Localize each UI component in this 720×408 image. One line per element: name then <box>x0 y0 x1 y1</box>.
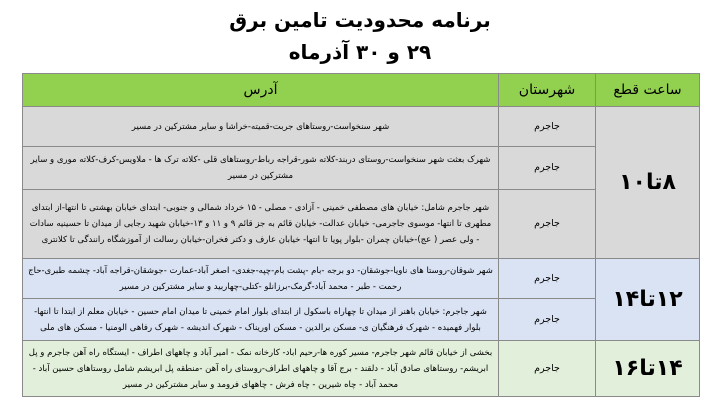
city-cell: جاجرم <box>499 341 596 397</box>
city-cell: جاجرم <box>499 190 596 259</box>
city-cell: جاجرم <box>499 107 596 147</box>
address-cell: شهر شوقان-روستا های ناویا-جوشقان- دو برجه -بام -پشت بام-چپه-جغدی- اصغر آباد-عمارت -جوشقان-قراجه آباد- چشمه طبری-حاج رحمت - طبر - محمد آباد-گرمک-برزانلو -کتلی-چهاربید و سایر مشترکین در مسیر <box>23 259 499 299</box>
outage-schedule-table <box>22 73 700 397</box>
header-time: ساعت قطع <box>596 74 700 107</box>
time-cell: ۱۲تا۱۴ <box>596 259 700 341</box>
city-cell: جاجرم <box>499 147 596 190</box>
address-cell: شهر جاجرم شامل: خیابان های مصطفی خمینی - آزادی - مصلی - ۱۵ خرداد شمالی و جنوبی- ابتدای خیابان بهشتی تا انتها-از ابتدای مطهری تا انتها- موسوی جاجرمی- خیابان عدالت- خیابان قائم به جز قائم ۹ و ۱۱ و ۱۳-خیابان شهید رجایی از میدان تا حسینیه سادات - ولی عصر ( عج)-خیابان چمران -بلوار پویا تا انتها- خیابان عارف و دکتر فخران-خیابان رسالت از آموزشگاه رانندگی تا کلانتری <box>23 190 499 259</box>
header-address: آدرس <box>23 74 499 107</box>
address-cell: شهرک بعثت شهر سنخواست-روستای دربند-کلاته شور-قراجه رباط-روستاهای قلی -کلاته ترک ها - ملاویس-کرف-کلاته موری و سایر مشترکین در مسیر <box>23 147 499 190</box>
city-cell: جاجرم <box>499 259 596 299</box>
address-cell: شهر سنخواست-روستاهای جربت-قمیته-خراشا و سایر مشترکین در مسیر <box>23 107 499 147</box>
table-row <box>23 107 700 147</box>
table-row <box>23 259 700 299</box>
time-cell: ۸تا۱۰ <box>596 107 700 259</box>
header-city: شهرستان <box>499 74 596 107</box>
address-cell: شهر جاجرم: خیابان باهنر از میدان تا چهاراه باسکول از ابتدای بلوار امام خمینی تا میدان امام حسین - خیابان معلم از ابتدا تا انتها- بلوار فهمیده - شهرک فرهنگیان ی- مسکن برالدین - مسکن اوریناک - شهرک اندیشه - شهرک رفاهی الومنیا - مسکن های ملی <box>23 299 499 341</box>
table-header <box>23 74 700 107</box>
time-cell: ۱۴تا۱۶ <box>596 341 700 397</box>
page-subtitle: ۲۹ و ۳۰ آذرماه <box>288 40 432 64</box>
city-cell: جاجرم <box>499 299 596 341</box>
table-row <box>23 341 700 397</box>
page-title: برنامه محدودیت تامین برق <box>229 8 491 32</box>
address-cell: بخشی از خیابان قائم شهر جاجرم- مسیر کوره ها-رحیم اباد- کارخانه نمک - امیر آباد و چاههای اطراف - ایستگاه راه آهن جاجرم و پل ابریشم- روستاهای صادق آباد - دلقند - برج آقا و چاههای اطراف-روستای راه آهن -منطقه پل ابریشم شامل روستاهای حسین آباد - محمد آباد - چاه شیرین - چاه فرش - چاههای فرومد و سایر مشترکین در مسیر <box>23 341 499 397</box>
